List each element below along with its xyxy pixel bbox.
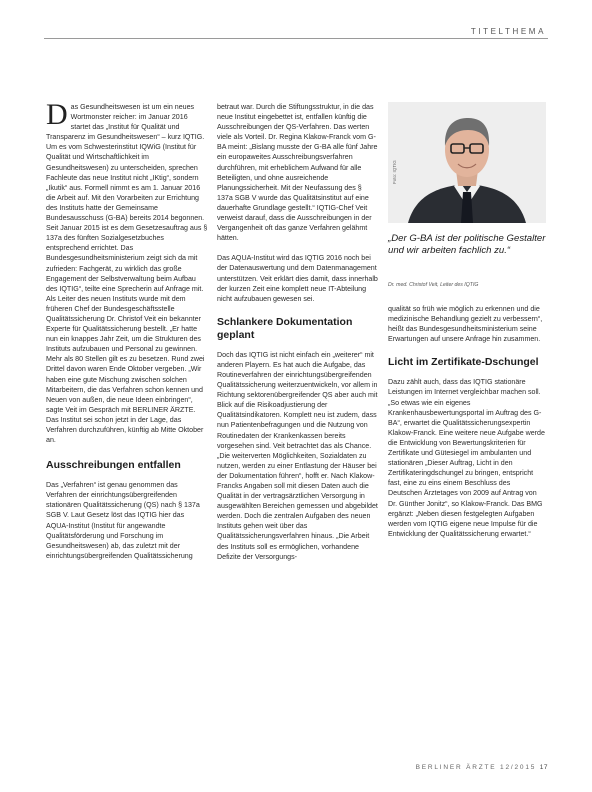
subheading: Ausschreibungen entfallen — [46, 459, 181, 472]
issue-number: 12/2015 — [500, 764, 537, 771]
paragraph: betraut war. Durch die Stiftungsstruktur, in die das neue Institut eingebettet ist, entfallen künftig die Ausschreibungen der QS-Verfahren. Das werten viele als Vorteil. Dr. Regina Klakow-Franck vom G-BA meint: „Bislang musste der G-BA alle fünf Jahre ein europaweites Ausschreibungsverfahren durchführen, mit erheblichem Aufwand für alle Beteiligten, und ohne ausreichende Planungssicherheit. Mit der Neufassung des § 137a SGB V wurde das Qualitätsinstitut auf eine dauerhafte Grundlage gestellt.“ IQTIG-Chef Veit verweist darauf, dass die Ausschreibungen in der Vergangenheit oft das ganze Verfahren gelähmt hätten. — [217, 103, 378, 243]
lead-text: as Gesundheitswesen ist um ein neues Wortmonster reicher: im Januar 2016 startet das „Institut für Qualität und Transparenz im Gesundheitswesen“ – kurz IQTIG. Um es vom Schwesterinstitut IQWiG (Institut für Qualität und Wirtschaftlichkeit im Gesundheitswesen) zu unterscheiden, sprechen Fachleute das neue Institut nicht „IKtig“, sondern „Ikutik“ aus. Formell nimmt es am 1. Januar 2016 die Arbeit auf. Mit den Vorarbeiten zur Errichtung des Instituts hatte der Gemeinsame Bundesausschuss (G-BA) bereits 2014 begonnen. Seit Januar 2015 ist es dem Gesetzesauftrag aus § 137a des fünften Sozialgesetzbuches entsprechend errichtet. Das Bundesgesundheitsministerium zeigt sich da mit zufrieden: Fachgerät, zu wirklich das große Engagement der Selbstverwaltung beim Aufbau des IQTIG“, teilte eine Sprecherin auf Anfrage mit. — [46, 103, 208, 293]
lead-paragraph — [46, 98, 208, 294]
paragraph: qualität so früh wie möglich zu erkennen und die medizinische Behandlung gezielt zu verbessern“, heißt das Bundesgesundheitsministerium seine Erwartungen auf unsere Anfrage hin zusammen. — [388, 305, 543, 344]
page-number: 17 — [539, 764, 548, 771]
page-footer — [416, 764, 548, 771]
header-rule — [44, 38, 548, 39]
column-3 — [388, 304, 546, 539]
section-label: TITELTHEMA — [470, 27, 546, 36]
paragraph: Als Leiter des neuen Instituts wurde mit dem früheren Chef der Bundesgeschäftsstelle Qualitätssicherung Dr. Christof Veit ein bekannter Experte für Qualitätssicherung bestellt. „Er hatte nun ein knappes Jahr Zeit, um die Strukturen des Instituts aufzubauen und Personal zu gewinnen. Mehr als 80 Stellen gilt es zu besetzen. Rund zwei Drittel davon waren Ende Oktober vergeben. „Wir haben eine gute Mischung zwischen solchen Mitarbeitern, die das Verfahren schon kennen und Neuen von außen, die neue Ideen einbringen“, sagte Veit im Gespräch mit BERLINER ÄRZTE. Das Institut sei schon jetzt in der Lage, das Verfahren durchzuführen, künftig ab Mitte Oktober an. — [46, 294, 205, 445]
column-2 — [217, 102, 378, 562]
paragraph: Das „Verfahren“ ist genau genommen das Verfahren der einrichtungsübergreifenden stationären Qualitätssicherung (QS) nach § 137a SGB V. Laut Gesetz löst das IQTIG hier das AQUA-Institut (Institut für angewandte Qualitätsförderung und Forschung im Gesundheitswesen) ab, das zuletzt mit der einrichtungsübergreifenden Qualitätssicherung — [46, 481, 200, 560]
paragraph: Dazu zählt auch, dass das IQTIG stationäre Leistungen im Internet vergleichbar machen soll. „So etwas wie ein eigenes Krankenhausbewertungsportal im Auftrag des G-BA“, erwartet die Qualitätssicherungsexpertin Klakow-Franck. Eine weitere neue Aufgabe werde die Entwicklung von Bewertungskriterien für Zertifikate und Gütesiegel im ambulanten und stationären „Dieser Auftrag, Licht in den Zertifikateringdschungel zu bringen, entspricht fast, eine zu eins einem Beschluss des Deutschen Ärztetages von 2009 auf Antrag von Dr. Günther Jonitz“, so Klakow-Franck. Das BMG ergänzt: „Neben diesen festgelegten Aufgaben werden vom IQTIG eigene neue Impulse für die Entwicklung der Qualitätssicherung erwartet.“ — [388, 378, 545, 538]
paragraph: Doch das IQTIG ist nicht einfach ein „weiterer“ mit anderen Playern. Es hat auch die Aufgabe, das Routineverfahren der einrichtungsübergreifenden Qualitätssicherung weiterzuentwickeln, vor allem in Richtung sektorenübergreifender QS aber auch mit Blick auf die Risikoadjustierung der Qualitätsindikatoren. Komplett neu ist zudem, dass nun Patientenbefragungen und die Nutzung von Routinedaten der Krankenkassen bereits vorgesehen sind. Veit betrachtet das als Chance. „Die weiterverten Möglichkeiten, Sozialdaten zu nutzen, werden zu einer Entlastung der Häuser bei der Dokumentation führen“, hofft er. Nach Klakow-Francks Angaben soll mit diesen Daten auch die Qualität in der vertragsärztlichen Versorgung in ausgewählten Bereichen gemessen und abgebildet werden. Doch die zentralen Aufgaben des neuen Instituts gehen weit über das Qualitätssicherungsverfahren hinaus. „Die Arbeit des Instituts soll es ermöglichen, vorhandene Defizite der Versorgungs- — [217, 350, 378, 561]
magazine-name: BERLINER ÄRZTE — [415, 764, 497, 771]
pull-quote: „Der G-BA ist der politische Gestalter und wir arbeiten fachlich zu.“ — [388, 233, 546, 256]
portrait-photo — [388, 102, 546, 223]
pull-quote-source: Dr. med. Christof Veit, Leiter des IQTIG — [388, 282, 479, 288]
column-1 — [46, 98, 208, 561]
drop-cap: D — [46, 98, 68, 131]
portrait-illustration — [388, 102, 546, 223]
subheading: Schlankere Dokumentation geplant — [217, 315, 353, 341]
subheading: Licht im Zertifikate-Dschungel — [388, 356, 539, 369]
photo-credit: Foto: IQTIG — [392, 160, 397, 184]
paragraph: Das AQUA-Institut wird das IQTIG 2016 noch bei der Datenauswertung und dem Datenmanagement unterstützen. Veit erklärt dies damit, dass innerhalb der kurzen Zeit eine komplett neue IT-Abteilung nicht aufzubauen gewesen sei. — [217, 254, 378, 303]
